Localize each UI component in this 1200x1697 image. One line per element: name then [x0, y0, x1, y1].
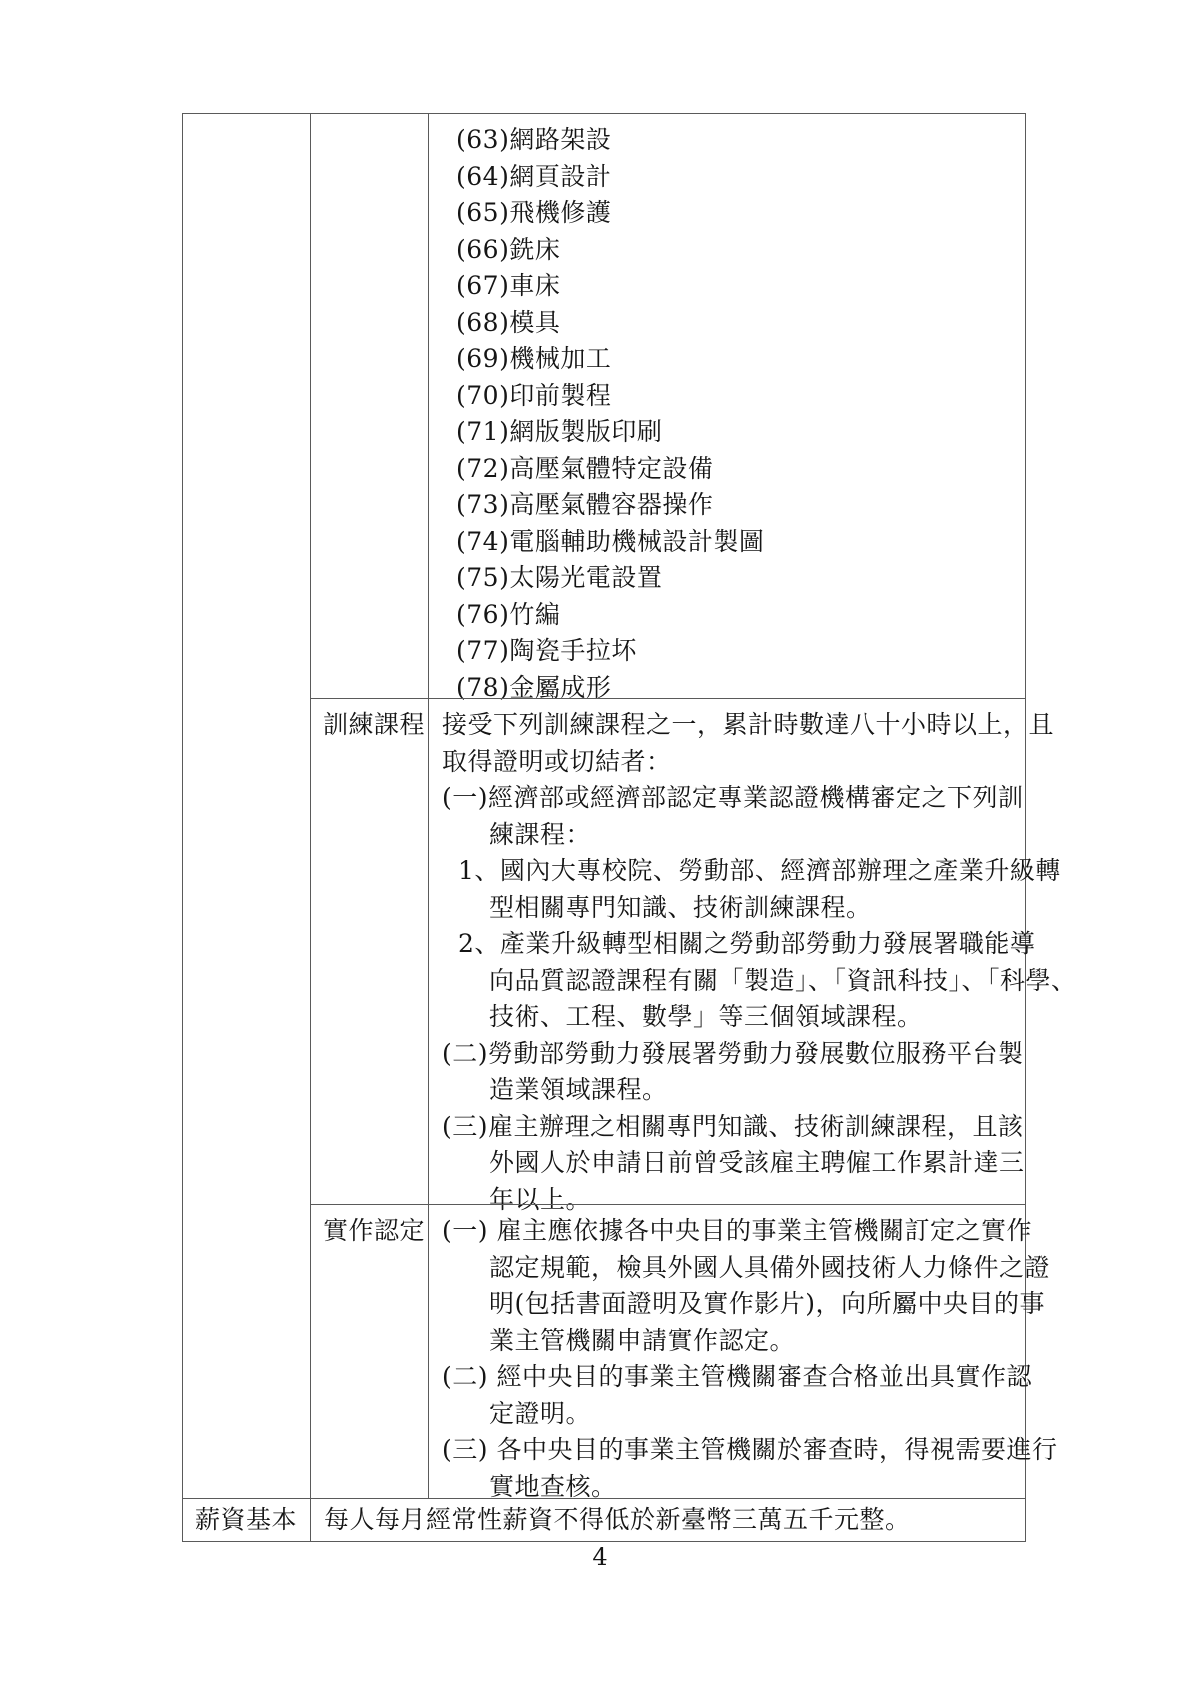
- skill-item: (71)網版製版印刷: [456, 417, 663, 446]
- skill-item: (63)網路架設: [456, 125, 612, 154]
- training-line: 技術、工程、數學」等三個領域課程。: [489, 1002, 923, 1031]
- skill-item: (69)機械加工: [456, 344, 612, 373]
- skill-item: (67)車床: [456, 271, 561, 300]
- practical-line: (二) 經中央目的事業主管機關審查合格並出具實作認: [442, 1362, 1032, 1391]
- skill-item: (66)銑床: [456, 234, 561, 264]
- training-label-cell: [311, 698, 429, 1204]
- skill-item: (74)電腦輔助機械設計製圖: [456, 526, 765, 556]
- training-line: (三)雇主辦理之相關專門知識、技術訓練課程，且該: [442, 1111, 1024, 1141]
- training-line: 取得證明或切結者：: [442, 746, 672, 776]
- page-number: 4: [592, 1543, 608, 1571]
- training-label: 訓練課程: [323, 710, 426, 739]
- training-line: (二)勞動部勞動力發展署勞動力發展數位服務平台製: [442, 1038, 1024, 1068]
- skills-list-cell: [429, 114, 1025, 702]
- training-line: 練課程：: [489, 819, 592, 849]
- practical-content-cell: [429, 1204, 1058, 1501]
- skills-row-label-cell: [311, 114, 429, 698]
- skill-item: (78)金屬成形: [456, 672, 612, 702]
- salary-content-cell: [311, 1498, 1025, 1541]
- training-line: 接受下列訓練課程之一，累計時數達八十小時以上，且: [442, 710, 1055, 739]
- practical-line: 定證明。: [489, 1398, 592, 1428]
- practical-line: 認定規範，檢具外國人具備外國技術人力條件之證: [489, 1252, 1051, 1282]
- skill-item: (77)陶瓷手拉坏: [456, 636, 637, 665]
- practical-label-cell: [311, 1204, 429, 1498]
- practical-line: (一) 雇主應依據各中央目的事業主管機關訂定之實作: [442, 1216, 1032, 1245]
- training-line: 外國人於申請日前曾受該雇主聘僱工作累計達三: [489, 1148, 1025, 1177]
- training-line: 向品質認證課程有關「製造」、「資訊科技」、「科學、: [489, 965, 1077, 995]
- training-line: 造業領域課程。: [489, 1075, 668, 1104]
- skill-item: (65)飛機修護: [456, 198, 612, 227]
- training-line: 年以上。: [489, 1184, 592, 1214]
- training-line: 2、產業升級轉型相關之勞動部勞動力發展署職能導: [458, 929, 1036, 958]
- skill-item: (70)印前製程: [456, 380, 612, 410]
- practical-label: 實作認定: [323, 1216, 426, 1245]
- practical-line: 業主管機關申請實作認定。: [489, 1325, 796, 1355]
- training-line: (一)經濟部或經濟部認定專業認證機構審定之下列訓: [442, 783, 1024, 812]
- practical-line: 實地查核。: [489, 1471, 617, 1501]
- salary-label-cell: [183, 1498, 311, 1541]
- training-content-cell: [429, 698, 1077, 1214]
- salary-label: 薪資基本: [195, 1504, 298, 1534]
- skill-item: (73)高壓氣體容器操作: [456, 490, 714, 519]
- skill-item: (68)模具: [456, 307, 561, 337]
- practical-line: (三) 各中央目的事業主管機關於審查時，得視需要進行: [442, 1435, 1058, 1464]
- skill-item: (72)高壓氣體特定設備: [456, 453, 714, 483]
- salary-content: 每人每月經常性薪資不得低於新臺幣三萬五千元整。: [324, 1504, 911, 1534]
- skill-item: (76)竹編: [456, 599, 561, 629]
- document-table: [182, 113, 1077, 1542]
- training-line: 型相關專門知識、技術訓練課程。: [489, 892, 872, 922]
- training-line: 1、國內大專校院、勞動部、經濟部辦理之產業升級轉: [458, 856, 1061, 885]
- skill-item: (64)網頁設計: [456, 161, 612, 191]
- practical-line: 明(包括書面證明及實作影片)，向所屬中央目的事: [489, 1289, 1046, 1318]
- left-category-spanning-cell: [183, 114, 311, 1498]
- skill-item: (75)太陽光電設置: [456, 563, 663, 592]
